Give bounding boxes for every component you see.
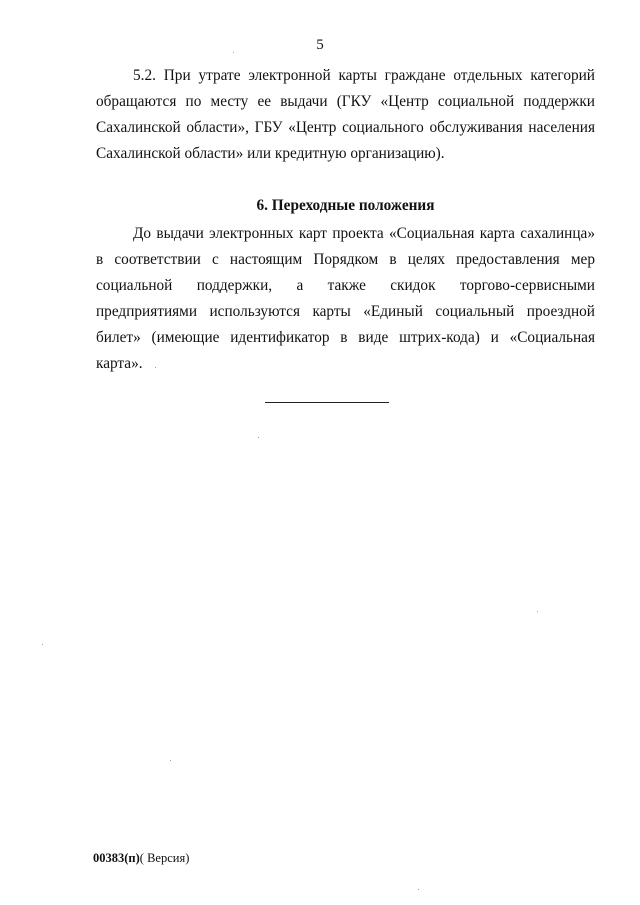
section-6-heading: 6. Переходные положения [256,197,435,214]
section-6-paragraph: До выдачи электронных карт проекта «Социальная карта сахалинца» в соответствии с настоящим Порядком в целях предоставления мер социальной поддержки, а также скидок торгово-сервисными предприятиями используются карты «Единый социальный проездной билет» (имеющие идентификатор в виде штрих-кода) и «Социальная карта». [96,225,595,372]
section-6-block [96,221,595,377]
scan-speck [258,437,259,438]
page-number: 5 [316,37,324,53]
paragraph-5-2: 5.2. При утрате электронной карты граждане отдельных категорий обращаются по месту ее выдачи (ГКУ «Центр социальной поддержки Сахалинской области», ГБУ «Центр социального обслуживания населения Сахалинской области» или кредитную организацию). [96,67,595,162]
footer-document-code [93,850,189,866]
scan-speck [170,760,171,761]
footer-doc-number: 00383(п) [93,851,140,865]
scan-speck [42,644,43,645]
scan-speck [155,367,156,368]
scan-speck [418,889,419,890]
footer-version-label: ( Версия) [139,851,190,865]
scan-speck [233,52,234,53]
section-5-block [96,63,595,167]
scan-speck [537,611,538,612]
end-separator-line [265,402,389,403]
